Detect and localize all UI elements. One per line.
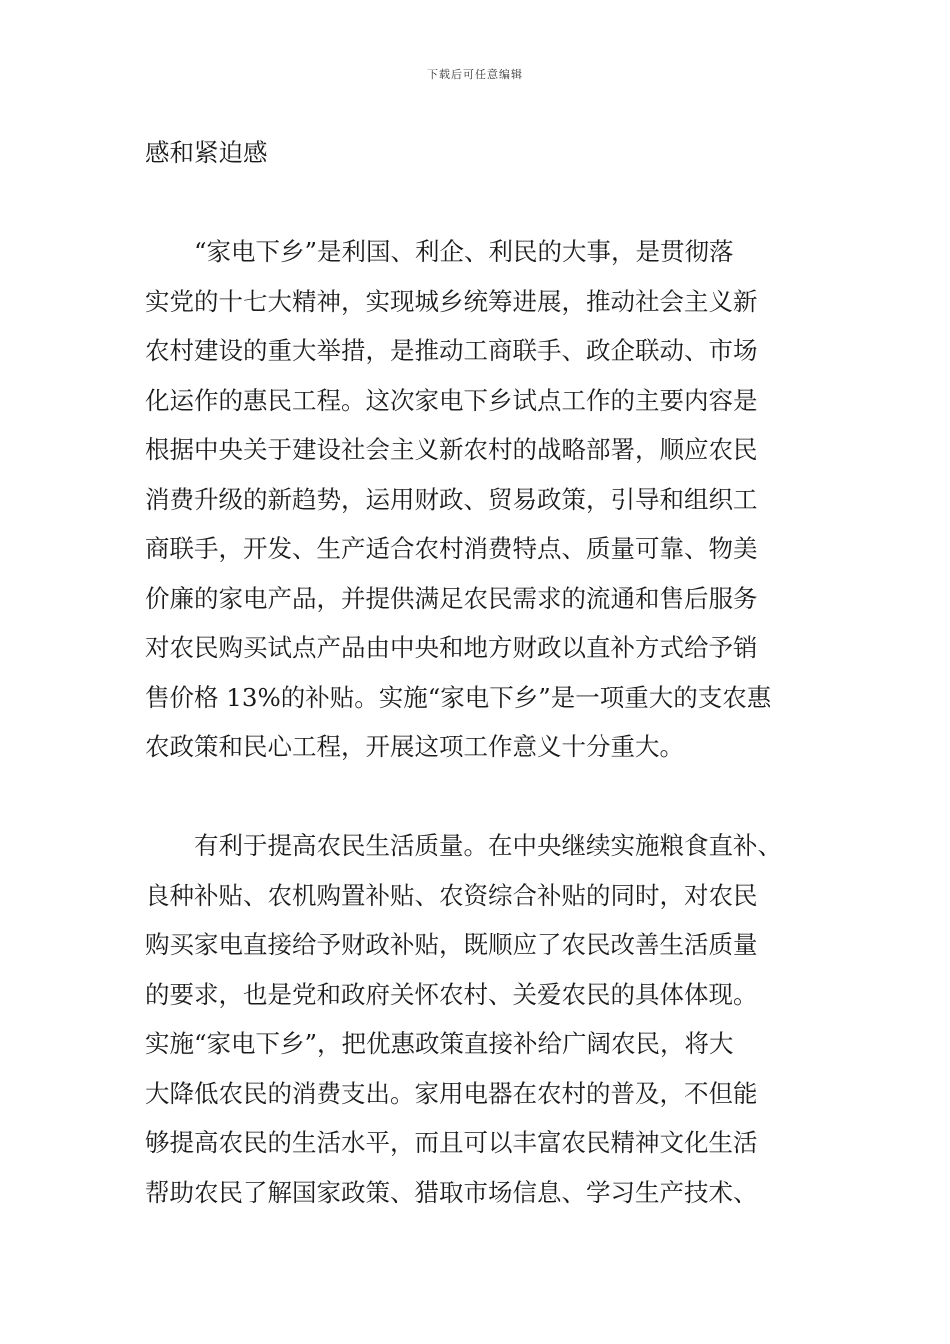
paragraph-line: 对农民购买试点产品由中央和地方财政以直补方式给予销	[145, 633, 758, 662]
paragraph-line: 售价格 13%的补贴。实施“家电下乡”是一项重大的支农惠	[145, 682, 772, 712]
paragraph-gap	[145, 178, 810, 228]
paragraph-line: 帮助农民了解国家政策、猎取市场信息、学习生产技术、	[145, 1177, 758, 1207]
paragraph-line: “家电下乡”是利国、利企、利民的大事，是贯彻落	[194, 237, 734, 266]
paragraph-line: 购买家电直接给予财政补贴，既顺应了农民改善生活质量	[145, 930, 758, 959]
paragraph-line: 良种补贴、农机购置补贴、农资综合补贴的同时，对农民	[145, 880, 758, 910]
document-body	[145, 128, 810, 1217]
paragraph-line: 实党的十七大精神，实现城乡统筹进展，推动社会主义新	[145, 286, 758, 316]
paragraph-line: 实施“家电下乡”，把优惠政策直接补给广阔农民，将大	[145, 1029, 734, 1058]
paragraph-line: 商联手，开发、生产适合农村消费特点、质量可靠、物美	[145, 534, 758, 563]
paragraph-line: 农政策和民心工程，开展这项工作意义十分重大。	[145, 732, 684, 761]
paragraph-line: 化运作的惠民工程。这次家电下乡试点工作的主要内容是	[145, 385, 758, 415]
paragraph-line: 够提高农民的生活水平，而且可以丰富农民精神文化生活	[145, 1128, 758, 1157]
paragraph-line: 农村建设的重大举措，是推动工商联手、政企联动、市场	[145, 336, 758, 365]
page-header: 下载后可任意编辑	[427, 68, 523, 81]
paragraph-gap	[145, 772, 810, 822]
paragraph-line: 价廉的家电产品，并提供满足农民需求的流通和售后服务	[145, 583, 758, 613]
paragraph-line: 大降低农民的消费支出。家用电器在农村的普及，不但能	[145, 1078, 758, 1108]
paragraph-line: 消费升级的新趋势，运用财政、贸易政策，引导和组织工	[145, 484, 758, 514]
paragraph-line: 感和紧迫感	[145, 138, 268, 167]
paragraph-line: 有利于提高农民生活质量。在中央继续实施粮食直补、	[194, 831, 782, 860]
paragraph-line: 根据中央关于建设社会主义新农村的战略部署，顺应农民	[145, 435, 758, 464]
paragraph-line: 的要求，也是党和政府关怀农村、关爱农民的具体体现。	[145, 979, 758, 1009]
